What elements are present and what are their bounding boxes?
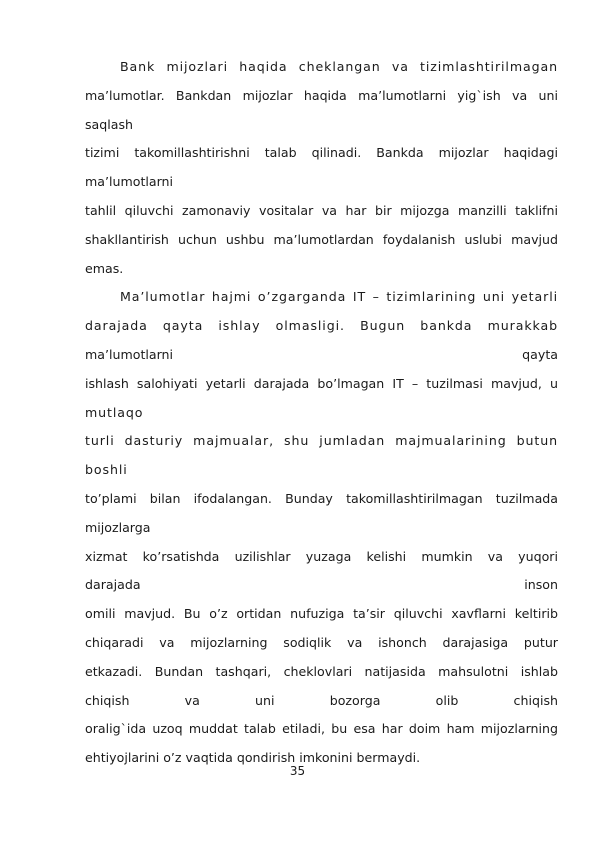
text-line: saqlash bbox=[85, 116, 134, 132]
text-line: ehtiyojlarini o’z vaqtida qondirish imkonini bermaydi. bbox=[85, 750, 421, 766]
text-line: ma’lumotlar. Bankdan mijozlar haqida ma’lumotlarni yig`ish va uni bbox=[85, 87, 558, 103]
text-line: Bank mijozlari haqida cheklangan va tizimlashtirilmagan bbox=[120, 59, 558, 74]
text-line: tizimi takomillashtirishni talab qilinadi. Bankda mijozlar haqidagi bbox=[85, 145, 558, 161]
text-line: ma’lumotlarni qayta bbox=[85, 346, 558, 362]
page-number: 35 bbox=[289, 764, 306, 778]
text-line: ishlash salohiyati yetarli darajada bo’lmagan IT – tuzilmasi mavjud, u bbox=[85, 375, 558, 391]
text-line: darajada qayta ishlay olmasligi. Bugun bankda murakkab bbox=[85, 318, 558, 334]
document-body bbox=[85, 53, 558, 773]
text-line: chiqaradi va mijozlarning sodiqlik va ishonch darajasiga putur bbox=[85, 634, 558, 650]
text-line: mutlaqo bbox=[85, 404, 144, 420]
text-line: emas. bbox=[85, 260, 124, 276]
text-line: darajada inson bbox=[85, 577, 558, 593]
text-line: oralig`ida uzoq muddat talab etiladi, bu esa har doim ham mijozlarning bbox=[85, 721, 558, 737]
text-line: mijozlarga bbox=[85, 519, 151, 535]
text-line: turli dasturiy majmualar, shu jumladan majmualarining butun bbox=[85, 433, 558, 449]
text-line: Ma’lumotlar hajmi o’zgarganda IT – tizimlarining uni yetarli bbox=[120, 289, 558, 305]
text-line: ma’lumotlarni bbox=[85, 174, 174, 190]
text-line: shakllantirish uchun ushbu ma’lumotlardan foydalanish uslubi mavjud bbox=[85, 231, 558, 247]
text-line: xizmat ko’rsatishda uzilishlar yuzaga kelishi mumkin va yuqori bbox=[85, 548, 558, 564]
text-line: to’plami bilan ifodalangan. Bunday takomillashtirilmagan tuzilmada bbox=[85, 490, 558, 506]
text-line: boshli bbox=[85, 462, 128, 478]
text-line: etkazadi. Bundan tashqari, cheklovlari natijasida mahsulotni ishlab bbox=[85, 663, 558, 679]
text-line: tahlil qiluvchi zamonaviy vositalar va har bir mijozga manzilli taklifni bbox=[85, 202, 558, 218]
text-line: omili mavjud. Bu o’z ortidan nufuziga ta’sir qiluvchi xavflarni keltirib bbox=[85, 606, 558, 622]
text-line: chiqish va uni bozorga olib chiqish bbox=[85, 692, 558, 708]
